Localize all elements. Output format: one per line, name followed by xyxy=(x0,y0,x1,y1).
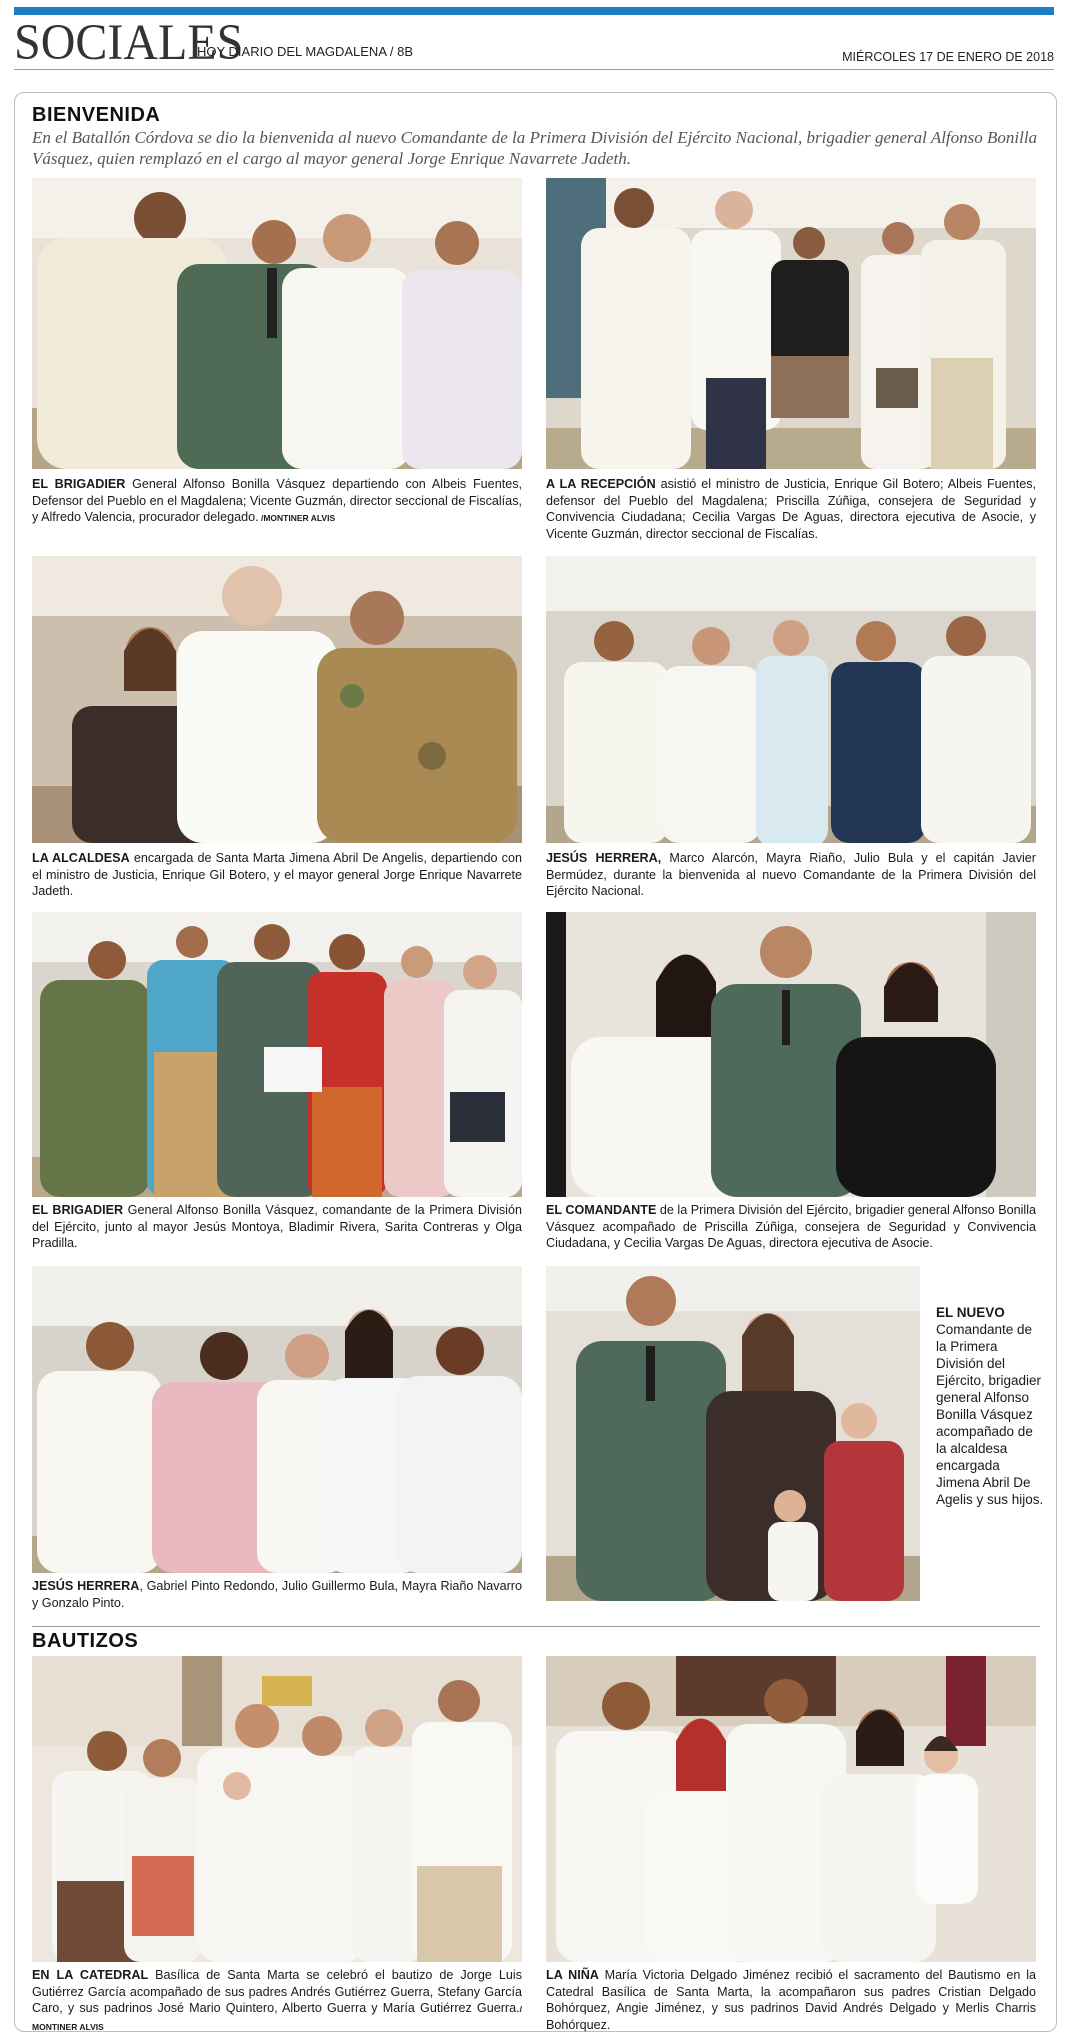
caption-comandante: EL COMANDANTE de la Primera División del Ejército, brigadier general Alfonso Bonilla Vásquez acompañado de Priscilla Zúñiga, consejera de Seguridad y Convivencia Ciudadana, y Cecilia Vargas De Aguas, directora ejecutiva de Asocie. xyxy=(546,1203,1037,1250)
photo-recepcion-group xyxy=(546,178,1036,469)
bienvenida-title: BIENVENIDA xyxy=(32,104,161,126)
masthead xyxy=(14,14,1054,71)
caption-brigadier: EL BRIGADIER General Alfonso Bonilla Vásquez departiendo con Albeis Fuentes, Defensor del Pueblo en el Magdalena; Vicente Guzmán, director seccional de Fiscalías, y Alfredo Valencia, procurador delegado. /MONTINER ALVIS xyxy=(32,477,522,524)
publication-label: HOY DIARIO DEL MAGDALENA / 8B xyxy=(197,44,414,59)
photo-herrera-group-2 xyxy=(32,1266,522,1573)
bautizos-title: BAUTIZOS xyxy=(32,1630,139,1652)
caption-bautizo-catedral: EN LA CATEDRAL Basílica de Santa Marta se celebró el bautizo de Jorge Luis Gutiérrez García acompañado de sus padres Andrés Gutiérrez Guerra, Stefany García Caro, y sus padrinos José Mario Quintero, Alberto Guerra y María Gutiérrez Guerra./ MONTINER ALVIS xyxy=(32,1968,523,2032)
caption-herrera-1: JESÚS HERRERA, Marco Alarcón, Mayra Riaño, Julio Bula y el capitán Javier Bermúdez, durante la bienvenida al nuevo Comandante de la Primera División del Ejército Nacional. xyxy=(546,851,1036,898)
section-name: SOCIALES xyxy=(14,14,244,71)
photo-comandante-zuniga xyxy=(546,912,1036,1197)
caption-recepcion: A LA RECEPCIÓN asistió el ministro de Justicia, Enrique Gil Botero; Albeis Fuentes, defensor del Pueblo del Magdalena; Priscilla Zúñiga, consejera de Seguridad y Convivencia Ciudadana; Cecilia Vargas De Aguas, directora ejecutiva de Asocie, y Vicente Guzmán, director seccional de Fiscalías. xyxy=(546,477,1036,541)
photo-brigadier-group xyxy=(32,178,522,469)
bienvenida-intro: En el Batallón Córdova se dio la bienvenida al nuevo Comandante de la Primera División del Ejército Nacional, brigadier general Alfonso Bonilla Vásquez, quien remplazó en el cargo al mayor general Jorge Enrique Navarrete Jadeth. xyxy=(32,128,1038,168)
section-divider xyxy=(32,1626,1040,1627)
photo-bautizo-catedral xyxy=(32,1656,522,1962)
caption-nuevo-comandante: EL NUEVO Comandante de la Primera División del Ejército, brigadier general Alfonso Bonilla Vásquez acompañado de la alcaldesa encargada Jimena Abril De Agelis y sus hijos. xyxy=(936,1305,1044,1507)
photo-nuevo-comandante xyxy=(546,1266,920,1601)
caption-brigadier-montoya: EL BRIGADIER General Alfonso Bonilla Vásquez, comandante de la Primera División del Ejército, junto al mayor Jesús Montoya, Bladimir Rivera, Sarita Contreras y Olga Pradilla. xyxy=(32,1203,522,1250)
caption-bautizo-nina: LA NIÑA María Victoria Delgado Jiménez recibió el sacramento del Bautismo en la Catedral Basílica de Santa Marta, la acompañaron sus padres Cristian Delgado Bohórquez, Angie Jiménez, y sus padrinos David Andrés Delgado y Merlis Charris Bohórquez. xyxy=(546,1968,1036,2032)
caption-herrera-2: JESÚS HERRERA, Gabriel Pinto Redondo, Julio Guillermo Bula, Mayra Riaño Navarro y Gonzalo Pinto. xyxy=(32,1579,522,1610)
photo-brigadier-montoya xyxy=(32,912,522,1197)
photo-herrera-group-1 xyxy=(546,556,1036,843)
caption-alcaldesa: LA ALCALDESA encargada de Santa Marta Jimena Abril De Angelis, departiendo con el ministro de Justicia, Enrique Gil Botero, y el mayor general Jorge Enrique Navarrete Jadeth. xyxy=(32,851,522,898)
issue-date: MIÉRCOLES 17 DE ENERO DE 2018 xyxy=(842,50,1054,64)
photo-alcaldesa xyxy=(32,556,522,843)
photo-bautizo-nina xyxy=(546,1656,1036,1962)
